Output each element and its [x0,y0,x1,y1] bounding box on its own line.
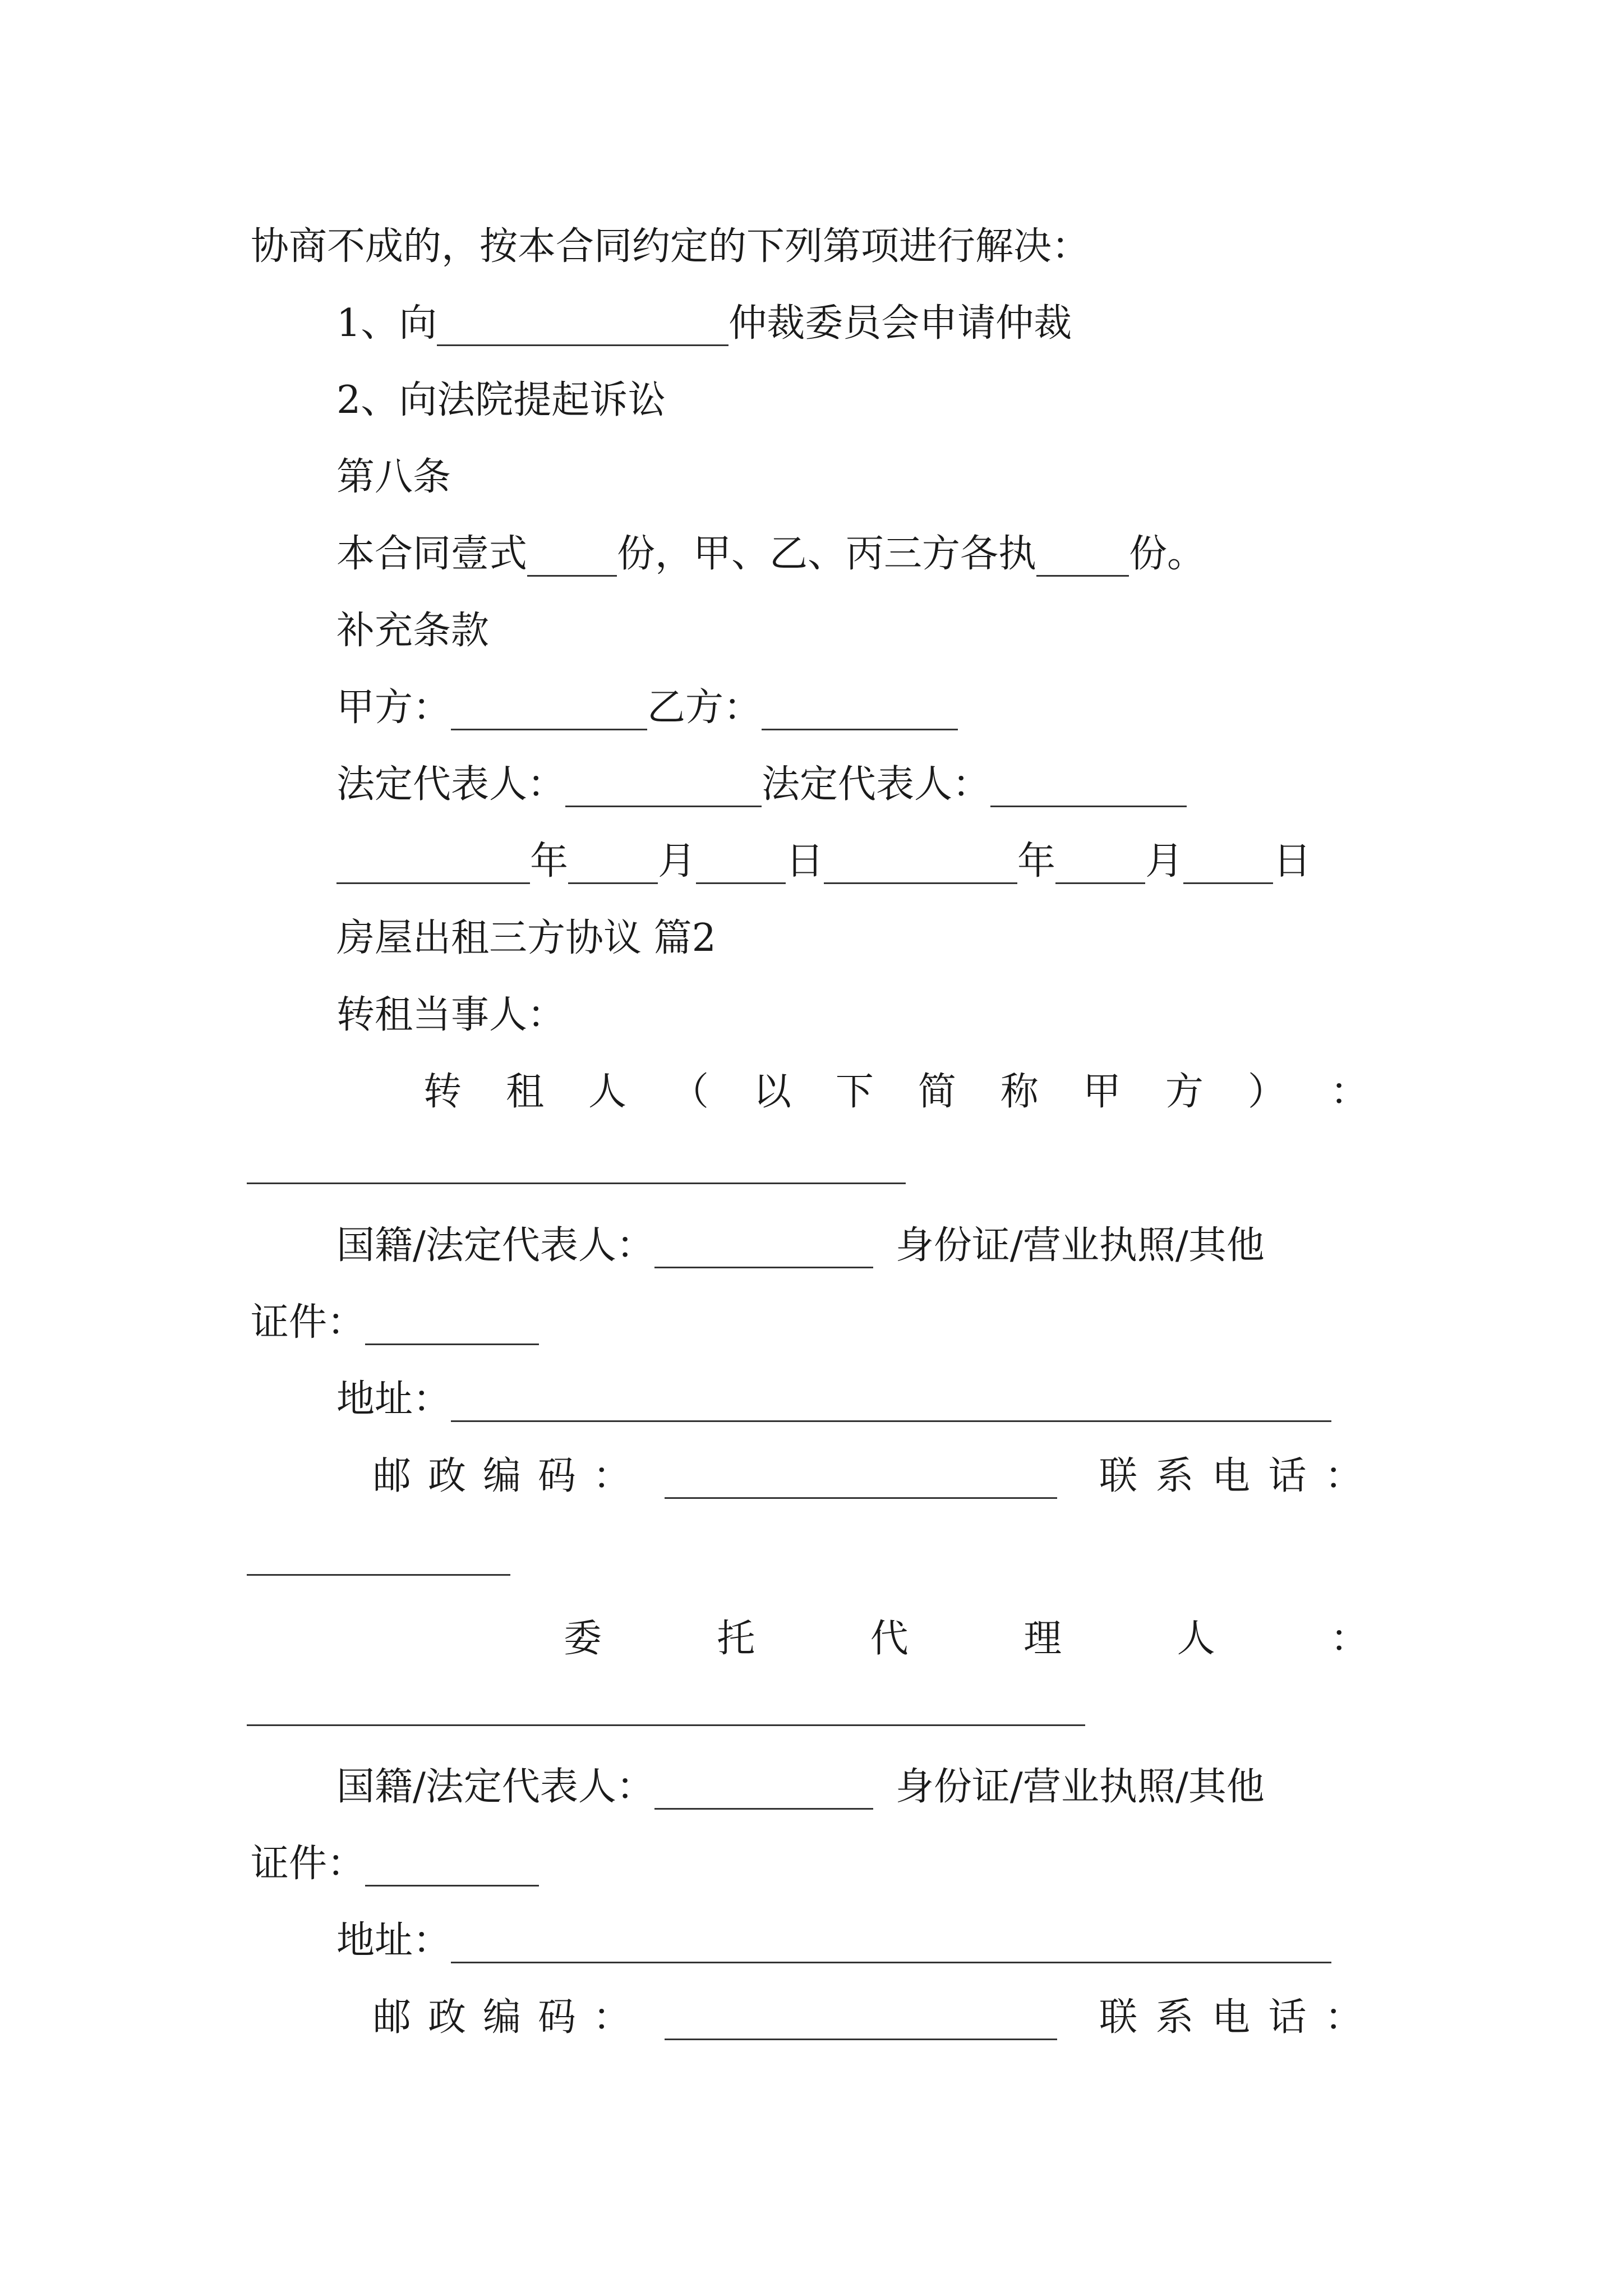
blank-field[interactable] [654,1772,873,1810]
address-line [336,1918,1331,1963]
char: 简 [917,1070,956,1114]
blank-field[interactable] [527,539,617,577]
text-line: 地址： [336,1377,451,1421]
postcode-phone-line [373,1995,1368,2040]
blank-field[interactable] [1183,846,1273,884]
text-line: 转租当事人： [336,993,566,1037]
text-line: 证件： [251,1300,366,1345]
char: ： [1330,1617,1368,1661]
blank-field[interactable] [365,1308,539,1345]
blank-field[interactable] [247,1574,510,1576]
id-document-line [251,1300,539,1345]
char: 联 [1099,1454,1138,1498]
blank-field[interactable] [762,693,958,730]
char: ： [1330,1070,1368,1114]
blank-field[interactable] [665,1461,1057,1499]
char: 话 [1268,1995,1307,2040]
char: 邮 [373,1995,412,2040]
postcode-label [373,1995,631,2040]
char: ： [1324,1995,1363,2040]
char: 政 [427,1454,466,1498]
date-line [336,839,1311,884]
blank-field[interactable] [990,770,1187,807]
text-line: 份，甲、乙、丙三方各执 [617,532,1037,576]
year-label: 年 [530,839,569,884]
char: 称 [1000,1070,1039,1114]
blank-field[interactable] [654,1231,873,1268]
blank-field[interactable] [247,1182,906,1184]
text-line: 甲方： [336,685,451,730]
text-line: 房屋出租三方协议 篇2 [336,916,716,960]
text-line: 协商不成的，按本合同约定的下列第项进行解决： [251,224,1090,269]
text-line: 身份证/营业执照/其他 [895,1223,1265,1268]
char: 托 [717,1617,755,1661]
blank-field[interactable] [451,1384,1331,1422]
legal-rep-line [336,762,1187,807]
article-eight-heading [336,455,451,500]
id-document-line [251,1842,539,1887]
section-title [336,916,716,961]
char: （ [670,1070,709,1114]
char: 租 [505,1070,544,1114]
char: 联 [1099,1995,1138,2040]
char: 系 [1155,1454,1194,1498]
blank-field[interactable] [365,1849,539,1887]
text-line: 本合同壹式 [336,532,528,576]
char: 电 [1211,1454,1250,1498]
day-label: 日 [786,839,824,884]
phone-label [1099,1995,1363,2040]
sublessor-label-line [423,1070,1368,1115]
blank-field[interactable] [665,2003,1057,2040]
char: ： [592,1454,631,1498]
char: 方 [1165,1070,1204,1114]
char: 政 [427,1995,466,2040]
blank-field[interactable] [824,846,1017,884]
char: 人 [588,1070,626,1114]
option-litigation [336,378,666,423]
char: 编 [482,1454,521,1498]
paragraph-dispute-resolution [251,224,1090,269]
char: 转 [423,1070,462,1114]
blank-field[interactable] [451,1926,1331,1963]
char: 编 [482,1995,521,2040]
char: 电 [1211,1995,1250,2040]
blank-field[interactable] [451,693,647,730]
text-line: 补充条款 [336,609,490,653]
text-line: 身份证/营业执照/其他 [895,1765,1265,1809]
char: 人 [1177,1617,1215,1661]
text-line: 2、向法院提起诉讼 [336,378,666,422]
text-line: 仲裁委员会申请仲裁 [728,301,1072,346]
char: 邮 [373,1454,412,1498]
text-line: 份。 [1129,532,1206,576]
sublease-parties-heading [336,993,565,1038]
char: ） [1247,1070,1286,1114]
supplementary-terms-heading [336,609,489,654]
agent-label-line [564,1617,1368,1662]
text-line: 证件： [251,1842,366,1886]
blank-field[interactable] [336,846,530,884]
text-line: 法定代表人： [762,762,991,807]
phone-label [1099,1454,1363,1499]
char: 委 [564,1617,602,1661]
text-line: 乙方： [647,685,762,730]
blank-field[interactable] [437,309,728,346]
blank-field[interactable] [247,1724,1085,1726]
month-label: 月 [1145,839,1184,884]
char: 码 [537,1454,576,1498]
char: 话 [1268,1454,1307,1498]
nationality-line [336,1765,1265,1810]
blank-field[interactable] [568,846,658,884]
party-a-b-line [336,685,958,730]
char: 甲 [1082,1070,1121,1114]
address-line [336,1377,1331,1422]
char: 码 [537,1995,576,2040]
option-arbitration [336,301,1072,346]
text-line: 国籍/法定代表人： [336,1223,654,1268]
text-line: 国籍/法定代表人： [336,1765,654,1809]
day-label: 日 [1273,839,1312,884]
text-line: 地址： [336,1918,451,1963]
text-line: 1、向 [336,301,437,346]
postcode-phone-line [373,1454,1368,1499]
blank-field[interactable] [1055,846,1145,884]
copies-clause [336,532,1205,577]
char: 理 [1023,1617,1062,1661]
char: 代 [870,1617,909,1661]
nationality-line [336,1223,1265,1268]
char: ： [592,1995,631,2040]
blank-field[interactable] [565,770,762,807]
text-line: 第八条 [336,455,451,499]
blank-field[interactable] [1036,539,1129,577]
blank-field[interactable] [696,846,786,884]
char: 系 [1155,1995,1194,2040]
year-label: 年 [1017,839,1056,884]
char: ： [1324,1454,1363,1498]
postcode-label [373,1454,631,1499]
char: 以 [753,1070,791,1114]
text-line: 法定代表人： [336,762,566,807]
month-label: 月 [658,839,697,884]
char: 下 [835,1070,874,1114]
